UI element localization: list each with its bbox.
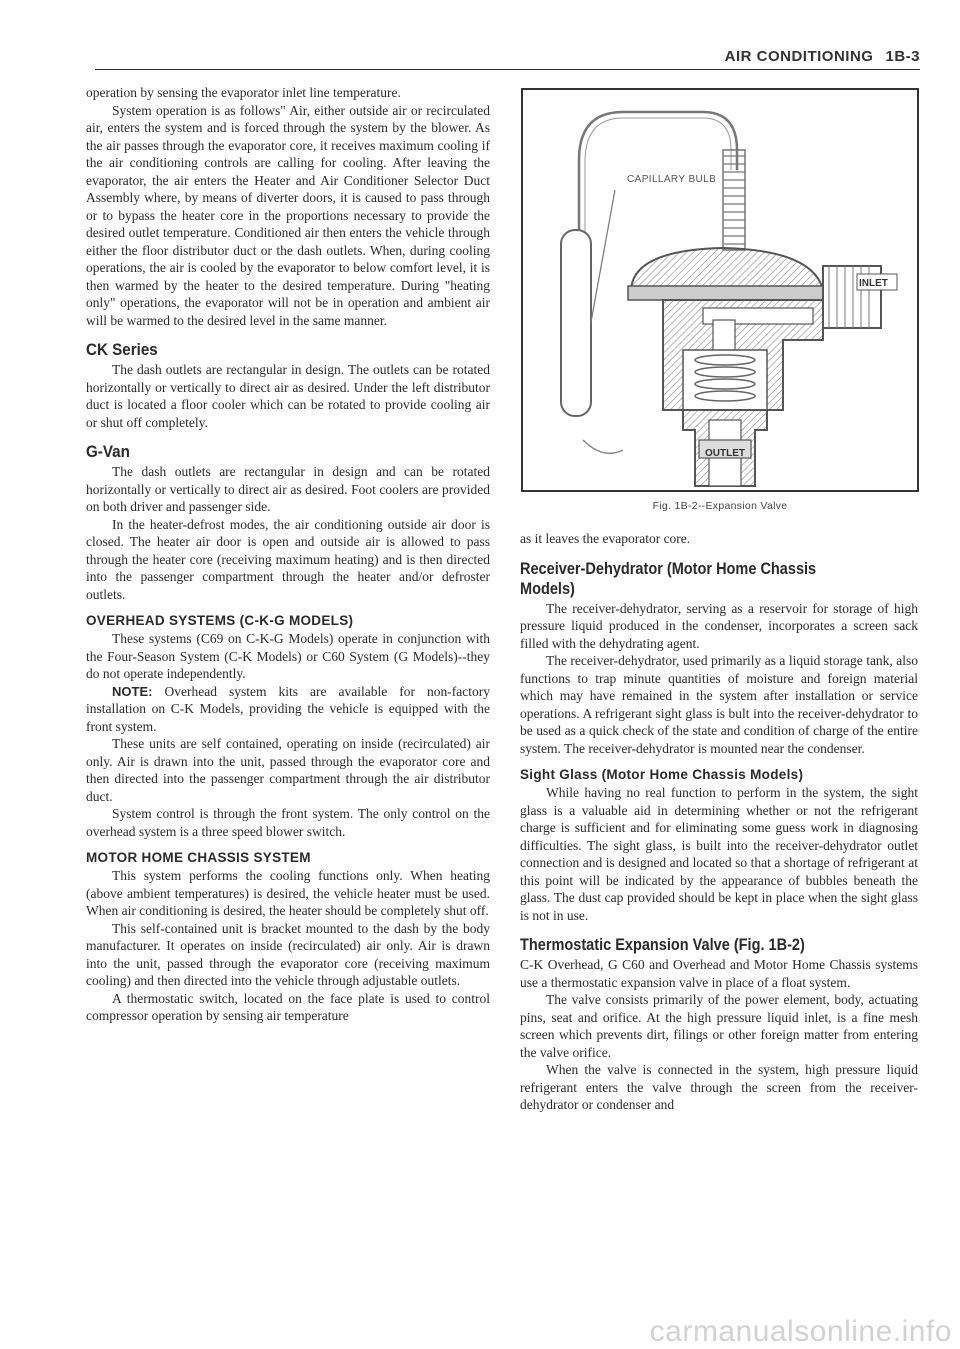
capillary-coil bbox=[723, 150, 745, 250]
section-title: AIR CONDITIONING bbox=[724, 48, 874, 65]
page-header bbox=[95, 48, 920, 70]
note-label: NOTE: bbox=[112, 683, 153, 699]
expansion-valve-figure bbox=[521, 88, 919, 492]
paragraph: C-K Overhead, G C60 and Overhead and Motor Home Chassis systems use a thermostatic expansion valve in place of a float system. bbox=[520, 957, 918, 990]
section-heading-ck-series: CK Series bbox=[86, 341, 158, 359]
note-paragraph bbox=[86, 683, 490, 736]
paragraph: The valve consists primarily of the power element, body, actuating pins, seat and orifice. At the high pressure liquid inlet, is a fine mesh screen which prevents dirt, filings or other foreign matter from entering the valve orifice. bbox=[520, 992, 918, 1060]
section-heading-overhead-systems: OVERHEAD SYSTEMS (C-K-G MODELS) bbox=[86, 613, 354, 628]
paragraph: The receiver-dehydrator, used primarily as a liquid storage tank, also functions to trap minute quantities of moisture and foreign material which may have remained in the system after installation or service operations. A refrigerant sight glass is bult into the receiver-dehydrator to be used as a quick check of the state and condition of charge of the entire system. The receiver-dehydrator is mounted near the condenser. bbox=[520, 653, 918, 756]
paragraph: While having no real function to perform in the system, the sight glass is a valuable aid in determining whether or not the refrigerant charge is sufficient and for eliminating some guess work in diagnosing difficulties. The sight glass, is built into the receiver-dehydrator outlet connection and is designed and located so that a shortage of refrigerant at this point will be indicated by the appearance of bubbles beneath the glass. The dust cap provided should be kept in place when the sight glass is not in use. bbox=[520, 785, 918, 923]
note-text: Overhead system kits are available for non-factory installation on C-K Models, providing the vehicle is equipped with the front system. bbox=[86, 683, 491, 734]
paragraph: System control is through the front system. The only control on the overhead system is a three speed blower switch. bbox=[86, 806, 490, 839]
paragraph: The dash outlets are rectangular in design. The outlets can be rotated horizontally or vertically to direct air as desired. Under the left distributor duct is located a floor cooler which can be rotated to provide cooling air or shut off completely. bbox=[86, 362, 490, 430]
paragraph: This self-contained unit is bracket mounted to the dash by the body manufacturer. It operates on inside (recirculated) air only. Air is drawn into the unit, passed through the evaporator core (receiving maximum cooling) and then directed into the vehicle through adjustable outlets. bbox=[86, 920, 490, 988]
paragraph: These systems (C69 on C-K-G Models) operate in conjunction with the Four-Season System (C-K Models) or C60 System (G Models)--they do not operate independently. bbox=[86, 631, 490, 681]
paragraph: A thermostatic switch, located on the face plate is used to control compressor operation by sensing air temperature bbox=[86, 990, 490, 1023]
inlet-fitting bbox=[823, 266, 897, 328]
watermark: carmanualsonline.info bbox=[649, 1315, 952, 1348]
paragraph: This system performs the cooling functions only. When heating (above ambient temperatures) is desired, the vehicle heater must be used. When air conditioning is desired, the heater should be completely shut off. bbox=[86, 868, 490, 918]
label-capillary-bulb: CAPILLARY BULB bbox=[627, 174, 717, 185]
paragraph: operation by sensing the evaporator inlet line temperature. bbox=[86, 85, 401, 100]
paragraph: In the heater-defrost modes, the air conditioning outside air door is closed. The heater air door is open and outside air is allowed to pass through the heater core (receiving maximum heating) and is then directed into the passenger compartment through the heater and/or defroster outlets. bbox=[86, 516, 490, 602]
right-column bbox=[520, 530, 918, 1114]
paragraph: These units are self contained, operating on inside (recirculated) air only. Air is drawn into the unit, passed through the evaporator core and then directed into the passenger compartment through the air distributor duct. bbox=[86, 736, 490, 804]
section-heading-sight-glass: Sight Glass (Motor Home Chassis Models) bbox=[520, 767, 804, 782]
heading-line: Receiver-Dehydrator (Motor Home Chassis bbox=[520, 559, 817, 578]
paragraph: The receiver-dehydrator, serving as a reservoir for storage of high pressure liquid produced in the condenser, incorporates a screen sack filled with the dehydrating agent. bbox=[520, 600, 918, 651]
power-element bbox=[631, 248, 823, 290]
left-column bbox=[86, 84, 490, 1025]
paragraph: System operation is as follows" Air, either outside air or recirculated air, enters the system and is forced through the system by the blower. As the air passes through the evaporator core, it receives maximum cooling if the air conditioning controls are calling for cooling. After leaving the evaporator, the air enters the Heater and Air Conditioner Selector Duct Assembly where, by means of diverter doors, it is caused to pass through or to bypass the heater core in the proportions necessary to provide the desired outlet temperature. Conditioned air then enters the vehicle through either the floor distributor duct or the dash outlets. When, during cooling operations, the air is cooled by the evaporator to below comfort level, it is then warmed by the heater to the desired temperature. During "heating only" operations, the evaporator will not be in operation and ambient air will be warmed to the desired level in the same manner. bbox=[86, 102, 490, 328]
section-heading-thermostatic-expansion-valve: Thermostatic Expansion Valve (Fig. 1B-2) bbox=[520, 936, 805, 954]
running-head bbox=[725, 48, 920, 65]
valve-spring bbox=[683, 350, 767, 410]
paragraph: The dash outlets are rectangular in design and can be rotated horizontally or vertically to direct air as desired. Foot coolers are provided on both driver and passenger side. bbox=[86, 464, 490, 514]
section-heading-motor-home: MOTOR HOME CHASSIS SYSTEM bbox=[86, 850, 311, 865]
heading-line: Models) bbox=[520, 579, 575, 598]
label-outlet: OUTLET bbox=[705, 448, 745, 459]
section-heading-g-van: G-Van bbox=[86, 443, 130, 461]
paragraph: as it leaves the evaporator core. bbox=[520, 531, 691, 546]
capillary-bulb bbox=[561, 230, 591, 416]
page-number: 1B-3 bbox=[885, 48, 920, 65]
expansion-valve-illustration bbox=[523, 90, 917, 490]
label-inlet: INLET bbox=[859, 278, 888, 289]
figure-caption: Fig. 1B-2--Expansion Valve bbox=[652, 500, 788, 512]
section-heading-receiver-dehydrator bbox=[520, 559, 870, 599]
paragraph: When the valve is connected in the system, high pressure liquid refrigerant enters the valve through the screen from the receiver-dehydrator or condenser and bbox=[520, 1062, 918, 1112]
